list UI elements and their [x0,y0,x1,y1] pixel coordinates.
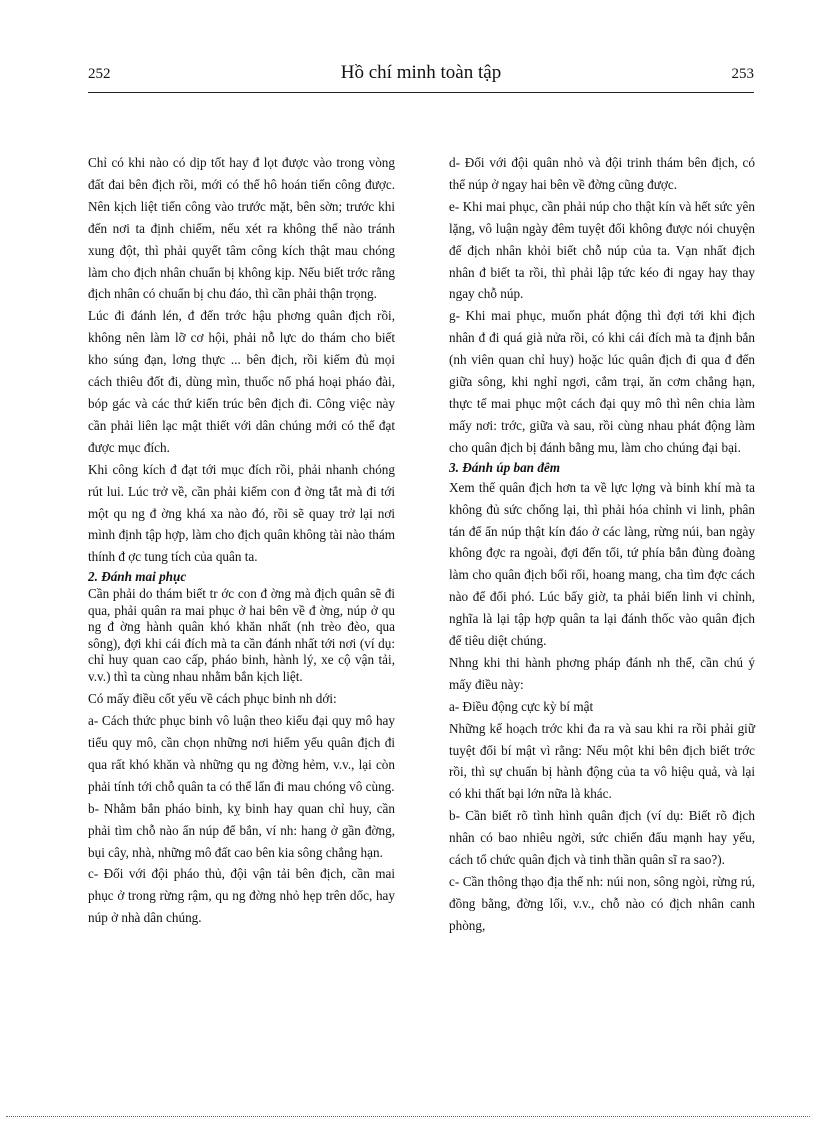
paragraph: b- Cần biết rõ tình hình quân địch (ví dụ: Biết rõ địch nhân có bao nhiêu ngời, sức chiến đấu mạnh hay yếu, cách tổ chức quân địch và tinh thần quân sĩ ra sao?). [449,808,755,868]
paragraph: Những kế hoạch trớc khi đa ra và sau khi ra rồi phải giữ tuyệt đối bí mật vì rằng: Nếu một khi bên địch biết trớc rồi, thì sự chuẩn bị hành động của ta vô hiệu quả, và lại có khi thất bại lớn nữa là khác. [449,720,755,802]
running-title: Hồ chí minh toàn tập [340,62,502,83]
paragraph: e- Khi mai phục, cần phải núp cho thật kín và hết sức yên lặng, vô luận ngày đêm tuyệt đối không được nói chuyện để địch nhân khỏi biết chỗ núp của ta. Vạn nhất địch nhân đ biết ta rồi, thì phải lập tức kéo đi ngay hay thay ngay chỗ núp. [449,198,755,302]
section-heading-ambush: 2. Đánh mai phục [88,569,187,585]
section-heading-night-raid: 3. Đánh úp ban đêm [449,459,561,475]
paragraph: d- Đối với đội quân nhỏ và đội trinh thám bên địch, có thể núp ở ngay hai bên về đờng cũng được. [449,155,755,192]
paragraph: Cần phải do thám biết tr ớc con đ ờng mà địch quân sẽ đi qua, phải quân ra mai phục ở hai bên về đ ờng, núp ở qu ng đ ờng hành quân khó khăn nhất (nh trèo đèo, qua sông), đợi khi cái đích mà ta cần đánh nhất tới nơi (ví dụ: chỉ huy quan cao cấp, pháo binh, hành lý, xe cộ vận tải, v.v.) thì ta cùng nhau nhằm bắn kịch liệt. [88,586,395,684]
right-column [449,152,755,937]
paragraph: b- Nhằm bắn pháo binh, kỵ binh hay quan chỉ huy, cần phải tìm chỗ nào ẩn núp để bắn, ví nh: hang ở gần đờng, bụi cây, nhà, những mô đất cao bên kia sông chẳng hạn. [88,800,395,860]
left-column [88,152,395,929]
paragraph: Lúc đi đánh lén, đ đến trớc hậu phơng quân địch rồi, không nên làm lỡ cơ hội, phải nỗ lực do thám cho biết kho súng đạn, lơng thực ... bên địch, rồi kiếm đủ mọi cách thiêu đốt đi, dùng mìn, thuốc nổ phá hoại pháo đài, bóp gác và các thứ kiến trúc bên địch đi. Công việc này cần phải liên lạc mật thiết với dân chúng mới có thể đạt được mục đích. [88,308,395,455]
paragraph: c- Đối với đội pháo thủ, đội vận tải bên địch, cần mai phục ở trong rừng rậm, qu ng đờng nhỏ hẹp trên dốc, hay núp ở nhà dân chúng. [88,866,395,926]
paragraph: g- Khi mai phục, muốn phát động thì đợi tới khi địch nhân đ đi quá già nửa rồi, có khi cái đích mà ta định bắn (nh viên quan chỉ huy) hoặc lúc quân địch đi qua đ đến giữa sông, khi nghỉ ngơi, cắm trại, ăn cơm chẳng hạn, thực tế mai phục một cách đại quy mô thì nên chia làm mấy nơi: trớc, giữa và sau, rồi cùng nhau phát động làm cho quân địch bị đánh bằng mu, làm cho chúng đại bại. [449,308,755,455]
footer-dotted-rule [6,1116,810,1117]
paragraph: Có mấy điều cốt yếu về cách phục binh nh dới: [88,691,337,707]
page-header [88,62,754,88]
paragraph: Xem thế quân địch hơn ta về lực lợng và binh khí mà ta không đủ sức chống lại, thì phải hóa chỉnh vi linh, phân tán để ẩn núp thật kín đáo ở các làng, rừng núi, ban ngày không đợc ra ngoài, đợi đến tối, tứ phía bắn đùng đoàng làm cho quân địch bối rối, hoang mang, cha tìm đợc cách nào để đối phó. Lúc bấy giờ, ta phải biến linh vi chỉnh, nghĩa là lại tập hợp quân ta lại đánh thốc vào quân địch để tiêu diệt chúng. [449,479,755,649]
paragraph: Chỉ có khi nào có dịp tốt hay đ lọt được vào trong vòng đất đai bên địch rồi, mới có thể hô hoán tiến công được. Nên kịch liệt tiến công vào trước mặt, bên sờn; trước khi đến nơi ta định chiếm, nếu xét ra không thể nào tránh xung đột, thì phải quyết tâm công kích thật mau chóng làm cho địch nhân chuẩn bị không kịp. Nếu biết trớc rằng địch nhân có chuẩn bị chu đáo, thì cần phải thận trọng. [88,155,395,302]
paragraph: Nhng khi thi hành phơng pháp đánh nh thế, cần chú ý mấy điều này: [449,654,755,692]
page-number-left: 252 [88,66,111,82]
page-number-right: 253 [731,66,754,82]
paragraph: a- Cách thức phục binh vô luận theo kiểu đại quy mô hay tiểu quy mô, cần chọn những nơi hiểm yếu quân địch đi qua rất khó khăn và những qu ng đờng hẻm, v.v., lại còn phải tính tới chỗ quân ta có thể lẩn đi mau chóng vô cùng. [88,713,395,794]
list-item-heading: a- Điều động cực kỳ bí mật [449,698,594,714]
header-rule [88,92,754,93]
paragraph: c- Cần thông thạo địa thế nh: núi non, sông ngòi, rừng rú, đồng bằng, đờng lối, v.v., chỗ nào có địch nhân canh phòng, [449,874,755,933]
paragraph: Khi công kích đ đạt tới mục đích rồi, phải nhanh chóng rút lui. Lúc trở về, cần phải kiếm con đ ờng tắt mà đi tới một qu ng đ ờng khá xa nào đó, rồi sẽ quay trở lại nơi mình định tập hợp, làm cho địch quân không tài nào thám thính đ ợc tung tích của quân ta. [88,461,395,565]
